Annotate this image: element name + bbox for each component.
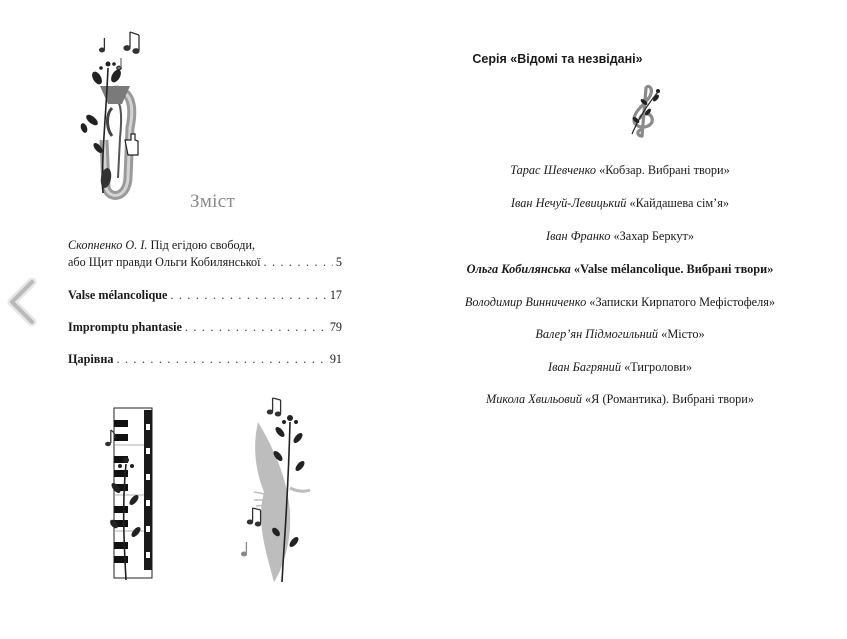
toc-entry-title: Під егідою свободи, (150, 238, 256, 252)
leader-dots (264, 254, 333, 271)
series-list-item[interactable] (420, 196, 820, 211)
toc-entry-title: Царівна (68, 352, 114, 366)
toc-entry[interactable] (68, 287, 342, 304)
series-author: Іван Франко (545, 229, 611, 243)
bird-plant-illustration (236, 392, 316, 588)
series-author: Володимир Винниченко (464, 295, 587, 309)
treble-clef-icon (624, 84, 664, 140)
toc-title: Зміст (190, 191, 236, 212)
leader-dots (116, 351, 326, 368)
series-work: «Кобзар. Вибрані твори» (599, 163, 730, 177)
previous-page-arrow[interactable] (4, 278, 40, 326)
chevron-left-icon (4, 278, 40, 326)
series-author: Тарас Шевченко (510, 163, 597, 177)
toc-entry-page: 91 (329, 352, 342, 366)
toc-entry-page: 79 (329, 320, 342, 334)
piano-plant-illustration (100, 404, 160, 584)
toc-entry[interactable] (68, 237, 342, 271)
series-work: «Тигролови» (624, 360, 692, 374)
toc-entry[interactable] (68, 319, 342, 336)
leader-dots (185, 319, 327, 336)
music-note-icon (105, 430, 115, 446)
series-work: «Місто» (661, 327, 705, 341)
series-title: Серія «Відомі та незвідані» (472, 52, 643, 66)
series-author: Микола Хвильовий (485, 392, 582, 406)
series-list-item-current[interactable] (420, 262, 820, 277)
series-work: «Я (Романтика). Вибрані твори» (585, 392, 755, 406)
series-list-item[interactable] (420, 392, 820, 407)
series-list-item[interactable] (420, 360, 820, 375)
toc-entry-title: Valse mélancolique (68, 288, 168, 302)
toc-entry-subtitle: або Щит правди Ольги Кобилянської (68, 255, 261, 269)
series-work: «Записки Кирпатого Мефістофеля» (589, 295, 776, 309)
toc-entry-title: Impromptu phantasie (68, 320, 182, 334)
series-work: «Кайдашева сім’я» (629, 196, 730, 210)
toc-entry-page: 17 (329, 288, 342, 302)
series-list-item[interactable] (420, 163, 820, 178)
toc-entry-author: Скопненко О. І. (68, 238, 148, 252)
leader-dots (170, 287, 326, 304)
series-author: Ольга Кобилянська (466, 262, 571, 276)
toc-entry[interactable] (68, 351, 342, 368)
series-work: «Захар Беркут» (613, 229, 695, 243)
toc-entry-page: 5 (335, 255, 342, 269)
series-author: Іван Багряний (548, 360, 621, 374)
series-list-item[interactable] (420, 327, 820, 342)
series-list-item[interactable] (420, 295, 820, 310)
series-author: Іван Нечуй-Левицький (510, 196, 627, 210)
series-work: «Valse mélancolique. Вибрані твори» (573, 262, 774, 276)
series-author: Валер’ян Підмогильний (535, 327, 659, 341)
series-list-item[interactable] (420, 229, 820, 244)
